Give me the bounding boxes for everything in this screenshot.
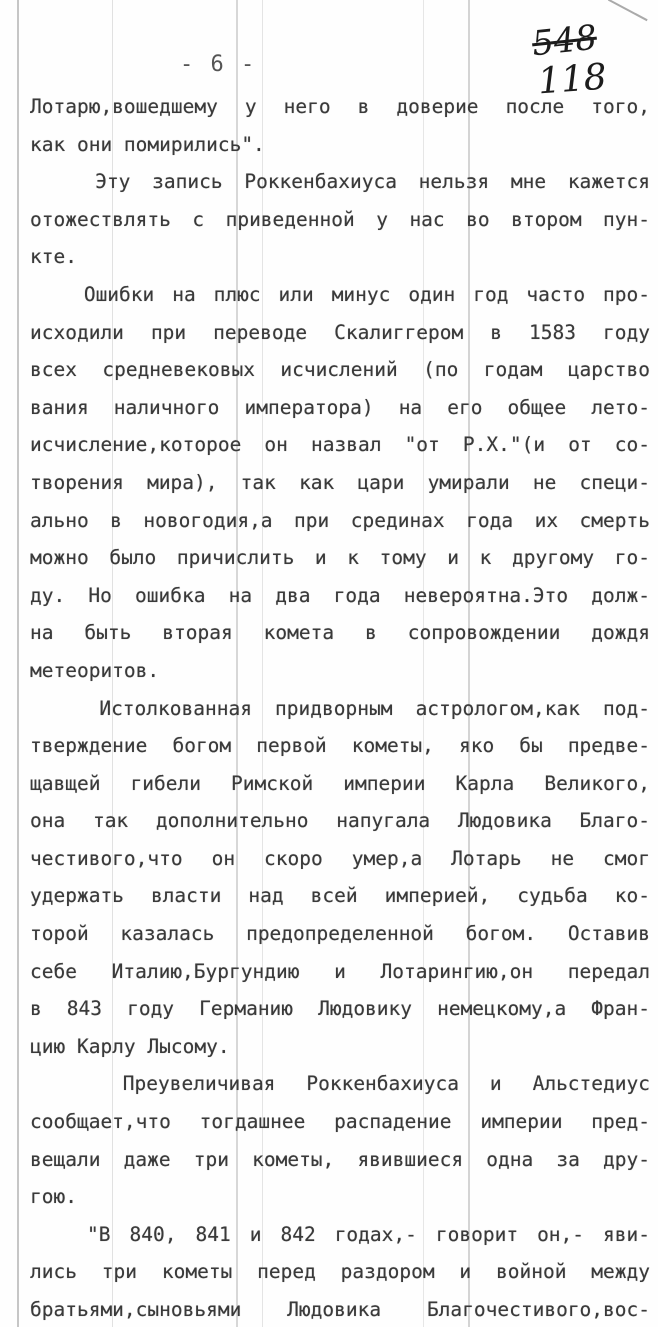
text-line: ально в новогодия,а при срединах года их смерть — [30, 508, 650, 532]
text-line: гою. — [30, 1185, 77, 1209]
page-corner-fold — [608, 0, 658, 21]
text-line: исходили при переводе Скалиггером в 1583 году — [30, 320, 650, 344]
text-line: метеоритов. — [30, 658, 160, 682]
archive-number-crossed: 548 — [530, 17, 599, 65]
text-line: на быть вторая комета в сопровождении дождя — [30, 621, 650, 645]
text-line: всех средневековых исчислений (по годам царство — [30, 358, 650, 382]
text-line: отожествлять с приведенной у нас во втором пун- — [30, 207, 650, 231]
text-line: можно было причислить и к тому и к другому го- — [30, 546, 650, 570]
text-line: лись три кометы перед раздором и войной между — [30, 1260, 650, 1284]
text-line: торой казалась предопределенной богом. Оставив — [30, 922, 650, 946]
text-line: щавщей гибели Римской империи Карла Великого, — [30, 771, 650, 795]
text-line: вещали даже три кометы, явившиеся одна за дру- — [30, 1147, 650, 1171]
text-line: в 843 году Германию Людовику немецкому,а Фран- — [30, 997, 650, 1021]
text-line: ду. Но ошибка на два года невероятна.Это долж- — [30, 583, 650, 607]
text-line: Истолкованная придворным астрологом,как под- — [30, 696, 650, 720]
text-line: творения мира), так как цари умирали не специ- — [30, 470, 650, 494]
text-line: честивого,что он скоро умер,а Лотарь не смог — [30, 846, 650, 870]
archive-number: 118 — [536, 56, 609, 103]
text-line: она так дополнительно напугала Людовика Благо- — [30, 809, 650, 833]
text-line: исчисление,которое он назвал "от Р.Х."(и от со- — [30, 433, 650, 457]
page-number: - 6 - — [180, 52, 257, 77]
text-line: Эту запись Роккенбахиуса нельзя мне кажется — [30, 170, 650, 194]
text-line: удержать власти над всей империей, судьба ко- — [30, 884, 650, 908]
text-line: вания наличного императора) на его общее лето- — [30, 395, 650, 419]
typewritten-body — [30, 88, 650, 1327]
text-line: как они помирились". — [30, 132, 265, 156]
text-line: себе Италию,Бургундию и Лотарингию,он передал — [30, 959, 650, 983]
text-line: Преувеличивая Роккенбахиуса и Альстедиус — [30, 1072, 650, 1096]
text-line: кте. — [30, 245, 77, 269]
text-line: Лотарю,вошедшему у него в доверие после того, — [30, 95, 650, 118]
text-line: "В 840, 841 и 842 годах,- говорит он,- яви- — [30, 1222, 650, 1246]
text-line: цию Карлу Лысому. — [30, 1034, 230, 1058]
scan-streak — [17, 0, 19, 1327]
text-line: братьями,сыновьями Людовика Благочестивого,вос- — [30, 1298, 650, 1321]
text-line: тверждение богом первой кометы, яко бы предве- — [30, 734, 650, 758]
text-line: Ошибки на плюс или минус один год часто про- — [30, 282, 650, 306]
text-line: сообщает,что тогдашнее распадение империи пред- — [30, 1110, 650, 1134]
